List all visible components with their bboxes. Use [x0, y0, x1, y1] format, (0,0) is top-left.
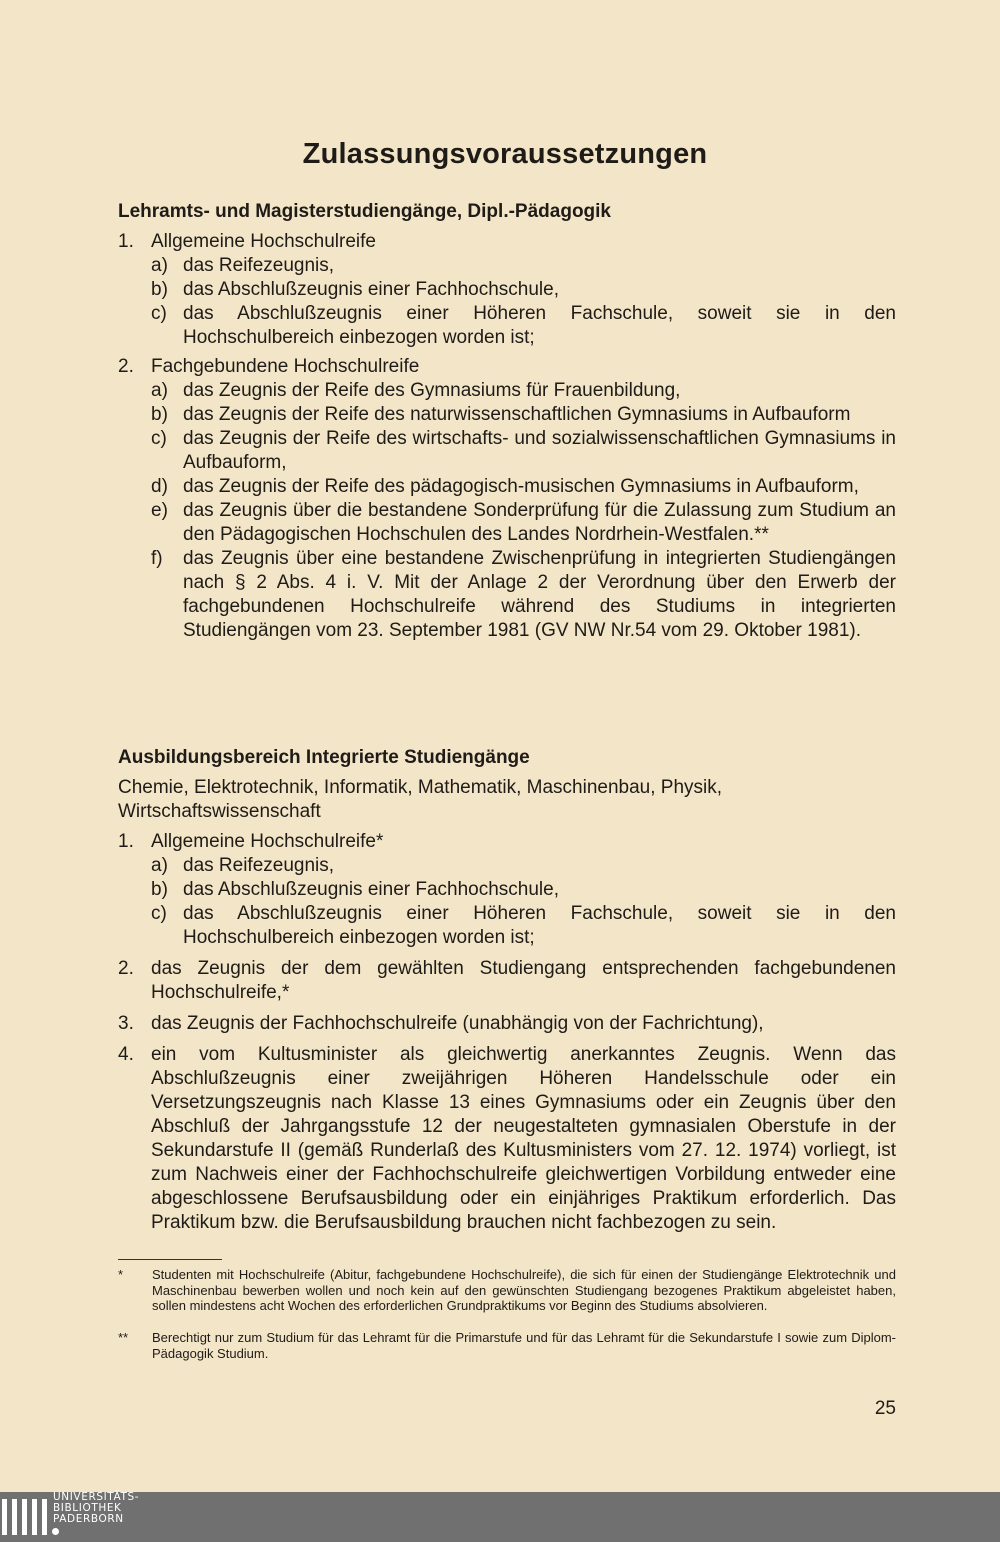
item-text: Allgemeine Hochschulreife	[151, 231, 376, 252]
item-text: das Zeugnis der dem gewählten Studiengang entsprechenden fachgebundenen Hochschulreife,*	[151, 958, 896, 1003]
list-item	[118, 830, 896, 854]
item-number: 4.	[118, 1044, 134, 1065]
item-number: 2.	[118, 356, 134, 377]
page-title: Zulassungsvoraussetzungen	[302, 138, 708, 170]
list-subitem	[118, 902, 896, 950]
footnote-mark: *	[118, 1267, 124, 1282]
footnote	[118, 1267, 896, 1314]
list-subitem	[118, 379, 896, 403]
item-number: 1.	[118, 831, 134, 852]
subitem-text: das Zeugnis der Reife des pädagogisch-musischen Gymnasiums in Aufbauform,	[183, 476, 859, 497]
subitem-label: c)	[151, 303, 167, 324]
subitem-label: c)	[151, 903, 167, 924]
item-number: 3.	[118, 1013, 134, 1034]
list-item	[118, 355, 896, 379]
item-number: 2.	[118, 958, 134, 979]
subitem-label: b)	[151, 879, 168, 900]
footnote-divider	[118, 1259, 222, 1260]
library-line: PADERBORN	[53, 1513, 124, 1525]
item-text: das Zeugnis der Fachhochschulreife (unabhängig von der Fachrichtung),	[151, 1013, 764, 1034]
subitem-label: a)	[151, 855, 168, 876]
subitem-text: das Zeugnis über eine bestandene Zwischenprüfung in integrierten Studiengängen nach § 2 Abs. 4 i. V. Mit der Anlage 2 der Verordnung über den Erwerb der fachgebundenen Hochschulreife während des Studiums in integrierten Studiengängen vom 23. September 1981 (GV NW Nr.54 vom 29. Oktober 1981).	[183, 548, 896, 641]
subitem-label: c)	[151, 428, 167, 449]
subjects-list: Chemie, Elektrotechnik, Informatik, Mathematik, Maschinenbau, Physik, Wirtschaftswissenschaft	[118, 777, 723, 822]
subitem-label: a)	[151, 255, 168, 276]
list-subitem	[118, 403, 896, 427]
subitem-text: das Zeugnis der Reife des naturwissenschaftlichen Gymnasiums in Aufbauform	[183, 404, 851, 425]
subitem-label: f)	[151, 548, 163, 569]
subitem-label: a)	[151, 380, 168, 401]
footnote-mark: **	[118, 1330, 129, 1345]
subitem-text: das Abschlußzeugnis einer Höheren Fachschule, soweit sie in den Hochschulbereich einbezogen worden ist;	[183, 903, 896, 948]
list-subitem	[118, 499, 896, 547]
list-item	[118, 957, 896, 1005]
subitem-text: das Abschlußzeugnis einer Fachhochschule,	[183, 279, 560, 300]
list-subitem	[118, 475, 896, 499]
subitem-label: b)	[151, 404, 168, 425]
list-subitem	[118, 278, 896, 302]
subitem-text: das Zeugnis der Reife des Gymnasiums für Frauenbildung,	[183, 380, 681, 401]
item-text: Allgemeine Hochschulreife*	[151, 831, 384, 852]
list-item	[118, 1043, 896, 1235]
subitem-text: das Reifezeugnis,	[183, 255, 335, 276]
item-text: Fachgebundene Hochschulreife	[151, 356, 420, 377]
library-line: BIBLIOTHEK	[53, 1502, 122, 1514]
page-number: 25	[874, 1398, 896, 1419]
list-item	[118, 230, 896, 254]
library-line: UNIVERSITÄTS-	[53, 1491, 140, 1503]
section-heading: Ausbildungsbereich Integrierte Studiengänge	[118, 747, 530, 768]
section-heading: Lehramts- und Magisterstudiengänge, Dipl.-Pädagogik	[118, 201, 611, 222]
item-text: ein vom Kultusminister als gleichwertig anerkanntes Zeugnis. Wenn das Abschlußzeugnis einer zweijährigen Höheren Handelsschule oder ein Versetzungszeugnis nach Klasse 13 eines Gymnasiums oder ein Zeugnis über den Abschluß der Jahrgangsstufe 12 der neugestalteten gymnasialen Oberstufe in der Sekundarstufe II (gemäß Runderlaß des Kultusministers vom 27. 12. 1974) vorliegt, ist zum Nachweis einer der Fachhochschulreife gleichwertigen Vorbildung entweder eine abgeschlossene Berufsausbildung oder ein einjähriges Praktikum erforderlich. Das Praktikum bzw. die Berufsausbildung brauchen nicht fachbezogen zu sein.	[151, 1044, 896, 1233]
library-name	[53, 1492, 139, 1525]
section-integrierte-studiengaenge	[118, 746, 896, 1235]
subitem-text: das Zeugnis über die bestandene Sonderprüfung für die Zulassung zum Studium an den Pädagogischen Hochschulen des Landes Nordrhein-Westfalen.**	[183, 500, 896, 545]
library-footer	[0, 1492, 1000, 1542]
subitem-text: das Reifezeugnis,	[183, 855, 335, 876]
subitem-label: b)	[151, 279, 168, 300]
footnote	[118, 1330, 896, 1361]
footnote-text: Studenten mit Hochschulreife (Abitur, fachgebundene Hochschulreife), die sich für einen der Studiengänge Elektrotechnik und Maschinenbau bewerben wollen und noch kein auf den gewünschten Studiengang bezogenes Praktikum abgeleistet haben, sollen mindestens acht Wochen des erforderlichen Grundpraktikums vor Beginn des Studiums absolvieren.	[152, 1267, 896, 1313]
item-number: 1.	[118, 231, 134, 252]
subitem-label: d)	[151, 476, 168, 497]
subitem-text: das Zeugnis der Reife des wirtschafts- und sozialwissenschaftlichen Gymnasiums in Aufbauform,	[183, 428, 896, 473]
subitem-text: das Abschlußzeugnis einer Fachhochschule,	[183, 879, 560, 900]
list-subitem	[118, 427, 896, 475]
list-subitem	[118, 854, 896, 878]
section-lehramt	[118, 200, 896, 643]
list-subitem	[118, 547, 896, 643]
subitem-text: das Abschlußzeugnis einer Höheren Fachschule, soweit sie in den Hochschulbereich einbezogen worden ist;	[183, 303, 896, 348]
list-subitem	[118, 254, 896, 278]
list-item	[118, 1012, 896, 1036]
footnote-text: Berechtigt nur zum Studium für das Lehramt für die Primarstufe und für das Lehramt für die Sekundarstufe I sowie zum Diplom-Pädagogik Studium.	[152, 1330, 896, 1361]
list-subitem	[118, 878, 896, 902]
subitem-label: e)	[151, 500, 168, 521]
library-logo-icon	[2, 1499, 59, 1535]
list-subitem	[118, 302, 896, 350]
